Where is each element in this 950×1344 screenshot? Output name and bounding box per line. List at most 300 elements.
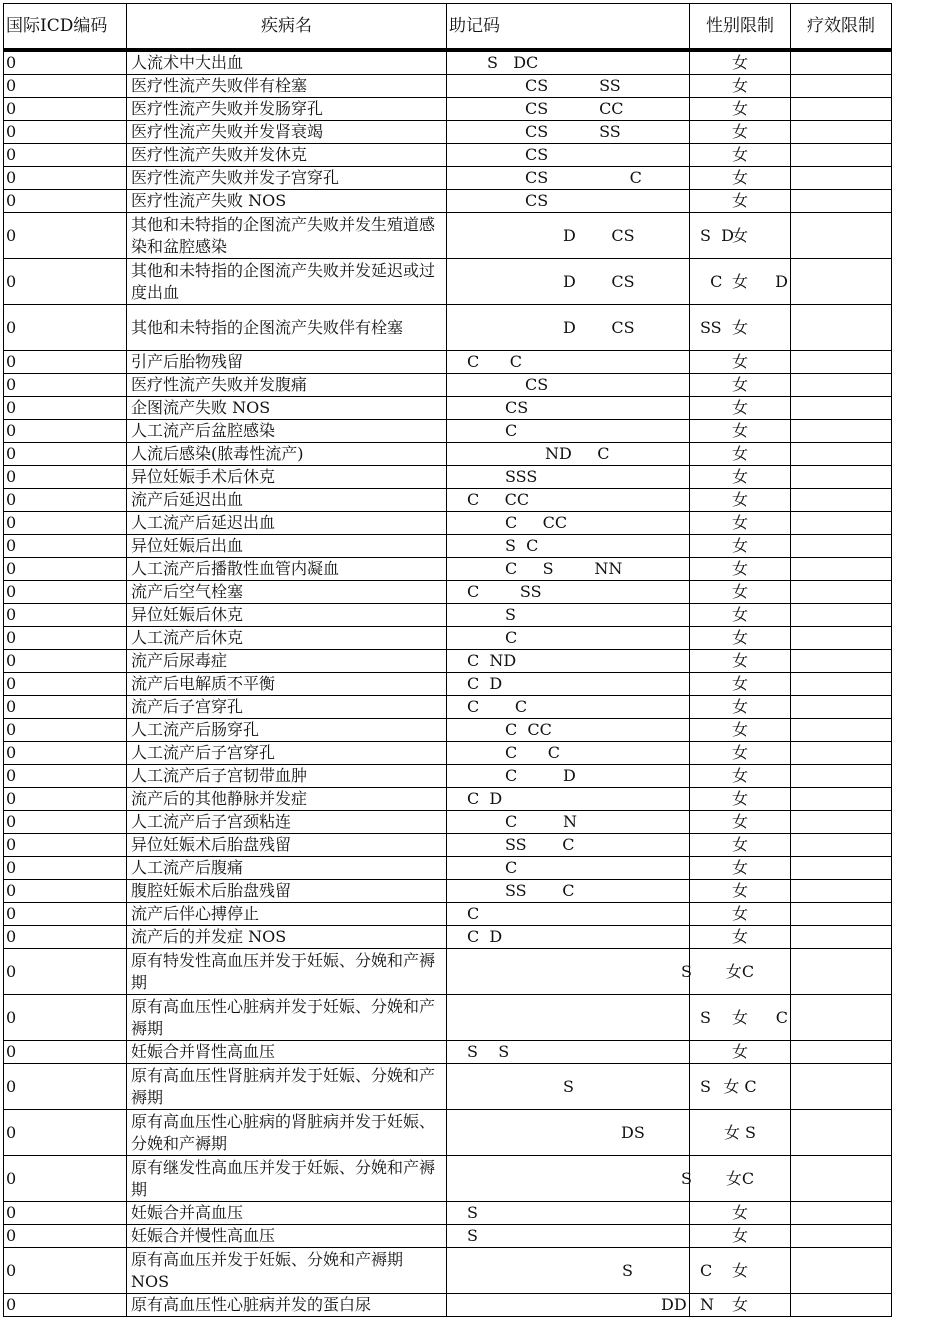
table-row: [4, 374, 892, 397]
mnemonic-text: S: [622, 1260, 633, 1280]
mnemonic-text: SSS: [505, 467, 538, 486]
gender-cell: [690, 765, 791, 788]
icd-code-cell: 0: [4, 397, 127, 420]
icd-code-cell: 0: [4, 443, 127, 466]
icd-code-cell: 0: [4, 857, 127, 880]
mnemonic-text: C C: [467, 352, 522, 371]
icd-code-cell: 0: [4, 489, 127, 512]
table-row: [4, 144, 892, 167]
mnemonic-cell: [447, 719, 690, 742]
disease-name-cell: 其他和未特指的企图流产失败并发生殖道感染和盆腔感染: [127, 213, 447, 259]
gender-cell: [690, 834, 791, 857]
gender-value: 女 S: [723, 1122, 757, 1142]
disease-name-cell: 医疗性流产失败 NOS: [127, 190, 447, 213]
gender-value: 女: [731, 720, 748, 739]
gender-cell: [690, 1202, 791, 1225]
mnemonic-cell: [447, 512, 690, 535]
disease-name-cell: 其他和未特指的企图流产失败并发延迟或过度出血: [127, 259, 447, 305]
mnemonic-text: C: [505, 858, 518, 877]
efficacy-cell: [791, 1156, 892, 1202]
gender-cell: [690, 167, 791, 190]
disease-name-cell: 企图流产失败 NOS: [127, 397, 447, 420]
table-row: [4, 535, 892, 558]
mnemonic-text: D CS: [563, 225, 635, 245]
table-row: [4, 305, 892, 351]
gender-cell: [690, 949, 791, 995]
icd-code-cell: 0: [4, 98, 127, 121]
efficacy-cell: [791, 581, 892, 604]
efficacy-cell: [791, 1225, 892, 1248]
icd-code-cell: 0: [4, 1064, 127, 1110]
table-row: [4, 696, 892, 719]
gender-value: 女: [731, 789, 748, 808]
table-row: [4, 466, 892, 489]
efficacy-cell: [791, 305, 892, 351]
disease-name-cell: 流产后的并发症 NOS: [127, 926, 447, 949]
icd-code-cell: 0: [4, 535, 127, 558]
gender-prefix: SS: [700, 317, 722, 337]
mnemonic-text: S C: [505, 536, 539, 555]
disease-name-cell: 异位妊娠手术后休克: [127, 466, 447, 489]
mnemonic-text: D CS: [563, 317, 635, 337]
disease-name-cell: 人工流产后子宫颈粘连: [127, 811, 447, 834]
efficacy-cell: [791, 604, 892, 627]
mnemonic-cell: [447, 466, 690, 489]
efficacy-cell: [791, 1202, 892, 1225]
mnemonic-cell: [447, 1041, 690, 1064]
gender-value: 女: [731, 398, 748, 417]
mnemonic-cell: [447, 581, 690, 604]
disease-name-cell: 人工流产后延迟出血: [127, 512, 447, 535]
gender-cell: [690, 696, 791, 719]
efficacy-cell: [791, 75, 892, 98]
mnemonic-cell: [447, 627, 690, 650]
efficacy-cell: [791, 742, 892, 765]
gender-value: 女: [731, 1042, 748, 1061]
gender-value: 女: [731, 1260, 748, 1280]
mnemonic-text: C C: [505, 743, 560, 762]
efficacy-cell: [791, 926, 892, 949]
gender-value: 女: [731, 835, 748, 854]
mnemonic-cell: [447, 1156, 690, 1202]
efficacy-cell: [791, 788, 892, 811]
table-row: [4, 811, 892, 834]
disease-name-cell: 妊娠合并高血压: [127, 1202, 447, 1225]
mnemonic-cell: [447, 420, 690, 443]
disease-name-cell: 引产后胎物残留: [127, 351, 447, 374]
efficacy-cell: [791, 673, 892, 696]
gender-cell: [690, 650, 791, 673]
disease-name-cell: 异位妊娠后休克: [127, 604, 447, 627]
table-row: [4, 420, 892, 443]
mnemonic-cell: [447, 696, 690, 719]
mnemonic-text: CS C: [525, 168, 642, 187]
icd-code-cell: 0: [4, 581, 127, 604]
gender-cell: [690, 1064, 791, 1110]
gender-prefix: S: [700, 1076, 711, 1096]
gender-cell: [690, 121, 791, 144]
mnemonic-cell: [447, 443, 690, 466]
gender-cell: [690, 926, 791, 949]
mnemonic-text: C S NN: [505, 559, 623, 578]
icd-code-cell: 0: [4, 673, 127, 696]
gender-prefix: S: [700, 1007, 711, 1027]
disease-name-cell: 妊娠合并肾性高血压: [127, 1041, 447, 1064]
efficacy-cell: [791, 1041, 892, 1064]
mnemonic-cell: [447, 926, 690, 949]
mnemonic-text: CS SS: [525, 76, 621, 95]
gender-value: 女: [731, 76, 748, 95]
disease-name-cell: 医疗性流产失败并发子宫穿孔: [127, 167, 447, 190]
gender-value: 女: [731, 858, 748, 877]
efficacy-cell: [791, 627, 892, 650]
mnemonic-cell: [447, 811, 690, 834]
mnemonic-cell: [447, 1064, 690, 1110]
mnemonic-cell: [447, 995, 690, 1041]
icd-code-cell: 0: [4, 512, 127, 535]
disease-name-cell: 原有高血压性心脏病并发于妊娠、分娩和产褥期: [127, 995, 447, 1041]
efficacy-cell: [791, 98, 892, 121]
icd-code-cell: 0: [4, 420, 127, 443]
mnemonic-text: C D: [467, 674, 503, 693]
mnemonic-cell: [447, 1110, 690, 1156]
gender-value: 女C: [725, 1168, 755, 1188]
mnemonic-text: S: [505, 605, 516, 624]
disease-name-cell: 人工流产后播散性血管内凝血: [127, 558, 447, 581]
gender-cell: [690, 1041, 791, 1064]
gender-cell: [690, 535, 791, 558]
mnemonic-text: C D: [467, 789, 503, 808]
gender-cell: [690, 995, 791, 1041]
gender-cell: [690, 466, 791, 489]
header-efficacy: 疗效限制: [791, 4, 892, 51]
icd-code-cell: 0: [4, 834, 127, 857]
disease-name-cell: 人工流产后子宫穿孔: [127, 742, 447, 765]
mnemonic-cell: [447, 489, 690, 512]
disease-name-cell: 医疗性流产失败并发腹痛: [127, 374, 447, 397]
icd-code-cell: 0: [4, 351, 127, 374]
efficacy-cell: [791, 696, 892, 719]
mnemonic-cell: [447, 121, 690, 144]
gender-value: 女: [731, 1203, 748, 1222]
gender-cell: [690, 144, 791, 167]
gender-value: 女: [731, 490, 748, 509]
gender-cell: [690, 857, 791, 880]
gender-value: 女: [731, 927, 748, 946]
efficacy-cell: [791, 213, 892, 259]
table-row: [4, 650, 892, 673]
efficacy-cell: [791, 190, 892, 213]
disease-name-cell: 流产后空气栓塞: [127, 581, 447, 604]
mnemonic-text: S: [681, 961, 692, 981]
disease-name-cell: 异位妊娠术后胎盘残留: [127, 834, 447, 857]
header-row: [4, 4, 892, 51]
mnemonic-text: CS: [525, 375, 549, 394]
disease-name-cell: 原有高血压性心脏病并发的蛋白尿: [127, 1294, 447, 1317]
icd-code-cell: 0: [4, 466, 127, 489]
icd-code-cell: 0: [4, 305, 127, 351]
mnemonic-text: DD: [661, 1295, 687, 1314]
table-row: [4, 926, 892, 949]
efficacy-cell: [791, 443, 892, 466]
gender-cell: [690, 75, 791, 98]
icd-code-cell: 0: [4, 167, 127, 190]
disease-name-cell: 人流术中大出血: [127, 50, 447, 75]
table-row: [4, 995, 892, 1041]
mnemonic-cell: [447, 1225, 690, 1248]
icd-code-cell: 0: [4, 75, 127, 98]
mnemonic-text: C D: [505, 766, 576, 785]
icd-code-cell: 0: [4, 788, 127, 811]
mnemonic-cell: [447, 834, 690, 857]
gender-suffix: D: [775, 271, 788, 291]
table-row: [4, 1156, 892, 1202]
efficacy-cell: [791, 351, 892, 374]
mnemonic-cell: [447, 949, 690, 995]
mnemonic-text: S DC: [487, 53, 539, 72]
disease-name-cell: 原有特发性高血压并发于妊娠、分娩和产褥期: [127, 949, 447, 995]
gender-cell: [690, 98, 791, 121]
mnemonic-text: SS C: [505, 835, 575, 854]
efficacy-cell: [791, 489, 892, 512]
gender-prefix: N: [700, 1295, 714, 1314]
mnemonic-text: C: [467, 904, 480, 923]
disease-name-cell: 其他和未特指的企图流产失败伴有栓塞: [127, 305, 447, 351]
disease-name-cell: 人工流产后休克: [127, 627, 447, 650]
gender-cell: [690, 1225, 791, 1248]
table-row: [4, 558, 892, 581]
table-row: [4, 834, 892, 857]
table-row: [4, 121, 892, 144]
table-row: [4, 949, 892, 995]
mnemonic-cell: [447, 144, 690, 167]
icd-code-cell: 0: [4, 259, 127, 305]
disease-name-cell: 流产后子宫穿孔: [127, 696, 447, 719]
icd-code-cell: 0: [4, 1248, 127, 1294]
icd-code-cell: 0: [4, 765, 127, 788]
icd-code-cell: 0: [4, 880, 127, 903]
mnemonic-cell: [447, 213, 690, 259]
table-row: [4, 167, 892, 190]
icd-code-cell: 0: [4, 926, 127, 949]
table-row: [4, 673, 892, 696]
table-row: [4, 1110, 892, 1156]
efficacy-cell: [791, 420, 892, 443]
gender-value: 女: [731, 191, 748, 210]
table-row: [4, 719, 892, 742]
gender-cell: [690, 581, 791, 604]
efficacy-cell: [791, 1110, 892, 1156]
efficacy-cell: [791, 397, 892, 420]
gender-cell: [690, 811, 791, 834]
mnemonic-cell: [447, 50, 690, 75]
disease-name-cell: 人工流产后子宫韧带血肿: [127, 765, 447, 788]
mnemonic-text: SS C: [505, 881, 575, 900]
mnemonic-text: CS: [505, 398, 529, 417]
mnemonic-cell: [447, 788, 690, 811]
gender-value: 女: [731, 536, 748, 555]
mnemonic-cell: [447, 673, 690, 696]
table-row: [4, 627, 892, 650]
table-row: [4, 98, 892, 121]
table-row: [4, 1041, 892, 1064]
mnemonic-cell: [447, 190, 690, 213]
header-name: 疾病名: [127, 4, 447, 51]
icd-code-cell: 0: [4, 995, 127, 1041]
mnemonic-cell: [447, 351, 690, 374]
icd-code-cell: 0: [4, 558, 127, 581]
mnemonic-cell: [447, 558, 690, 581]
gender-cell: [690, 190, 791, 213]
mnemonic-cell: [447, 880, 690, 903]
gender-value: 女: [731, 421, 748, 440]
disease-name-cell: 腹腔妊娠术后胎盘残留: [127, 880, 447, 903]
gender-cell: [690, 259, 791, 305]
efficacy-cell: [791, 857, 892, 880]
gender-cell: [690, 1248, 791, 1294]
gender-value: 女: [731, 168, 748, 187]
mnemonic-cell: [447, 305, 690, 351]
gender-value: 女: [731, 352, 748, 371]
gender-value: 女: [731, 53, 748, 72]
mnemonic-text: CS: [525, 145, 549, 164]
efficacy-cell: [791, 144, 892, 167]
gender-value: 女: [731, 317, 748, 337]
gender-cell: [690, 512, 791, 535]
gender-cell: [690, 397, 791, 420]
mnemonic-cell: [447, 259, 690, 305]
mnemonic-cell: [447, 75, 690, 98]
gender-cell: [690, 50, 791, 75]
gender-cell: [690, 420, 791, 443]
efficacy-cell: [791, 374, 892, 397]
gender-suffix: C: [775, 1007, 788, 1027]
gender-value: 女: [731, 1295, 748, 1314]
mnemonic-text: C SS: [467, 582, 542, 601]
icd-code-cell: 0: [4, 1041, 127, 1064]
efficacy-cell: [791, 949, 892, 995]
disease-name-cell: 妊娠合并慢性高血压: [127, 1225, 447, 1248]
efficacy-cell: [791, 50, 892, 75]
efficacy-cell: [791, 719, 892, 742]
gender-cell: [690, 627, 791, 650]
gender-cell: [690, 788, 791, 811]
mnemonic-text: D CS: [563, 271, 635, 291]
efficacy-cell: [791, 1064, 892, 1110]
table-row: [4, 443, 892, 466]
icd-code-cell: 0: [4, 811, 127, 834]
table-row: [4, 75, 892, 98]
table-row: [4, 190, 892, 213]
disease-name-cell: 流产后伴心搏停止: [127, 903, 447, 926]
mnemonic-text: S: [467, 1203, 478, 1222]
gender-cell: [690, 489, 791, 512]
icd-code-cell: 0: [4, 627, 127, 650]
gender-cell: [690, 351, 791, 374]
mnemonic-cell: [447, 765, 690, 788]
efficacy-cell: [791, 650, 892, 673]
disease-name-cell: 异位妊娠后出血: [127, 535, 447, 558]
gender-value: 女 C: [723, 1076, 757, 1096]
efficacy-cell: [791, 903, 892, 926]
table-row: [4, 259, 892, 305]
disease-name-cell: 原有继发性高血压并发于妊娠、分娩和产褥期: [127, 1156, 447, 1202]
mnemonic-cell: [447, 397, 690, 420]
gender-value: 女: [731, 812, 748, 831]
gender-cell: [690, 558, 791, 581]
disease-name-cell: 原有高血压性心脏病的肾脏病并发于妊娠、分娩和产褥期: [127, 1110, 447, 1156]
mnemonic-cell: [447, 604, 690, 627]
icd-code-cell: 0: [4, 213, 127, 259]
mnemonic-cell: [447, 742, 690, 765]
mnemonic-text: C N: [505, 812, 578, 831]
gender-prefix: C: [700, 1260, 713, 1280]
gender-value: 女C: [725, 961, 755, 981]
mnemonic-cell: [447, 167, 690, 190]
table-row: [4, 604, 892, 627]
gender-cell: [690, 880, 791, 903]
mnemonic-text: DS: [621, 1122, 645, 1142]
gender-cell: [690, 374, 791, 397]
gender-value: 女: [731, 1226, 748, 1245]
header-gender: 性别限制: [690, 4, 791, 51]
gender-value: 女: [731, 697, 748, 716]
icd-code-cell: 0: [4, 144, 127, 167]
icd-code-cell: 0: [4, 903, 127, 926]
mnemonic-cell: [447, 1202, 690, 1225]
mnemonic-text: S: [681, 1168, 692, 1188]
gender-value: 女: [731, 605, 748, 624]
mnemonic-text: ND C: [545, 444, 610, 463]
gender-cell: [690, 742, 791, 765]
table-row: [4, 1225, 892, 1248]
efficacy-cell: [791, 880, 892, 903]
gender-value: 女: [731, 582, 748, 601]
mnemonic-text: CS SS: [525, 122, 621, 141]
mnemonic-text: S S: [467, 1042, 510, 1061]
icd-code-cell: 0: [4, 696, 127, 719]
icd-code-cell: 0: [4, 1294, 127, 1317]
mnemonic-text: CS CC: [525, 99, 624, 118]
disease-name-cell: 人工流产后肠穿孔: [127, 719, 447, 742]
gender-value: 女: [731, 559, 748, 578]
mnemonic-cell: [447, 903, 690, 926]
gender-cell: [690, 604, 791, 627]
mnemonic-text: C: [505, 421, 518, 440]
gender-value: 女: [731, 99, 748, 118]
mnemonic-text: S: [563, 1076, 574, 1096]
table-row: [4, 788, 892, 811]
efficacy-cell: [791, 834, 892, 857]
mnemonic-cell: [447, 1294, 690, 1317]
icd-code-cell: 0: [4, 1202, 127, 1225]
mnemonic-text: C C: [467, 697, 528, 716]
mnemonic-text: C: [505, 628, 518, 647]
gender-value: 女: [731, 743, 748, 762]
icd-code-cell: 0: [4, 604, 127, 627]
icd-code-cell: 0: [4, 190, 127, 213]
efficacy-cell: [791, 995, 892, 1041]
table-row: [4, 903, 892, 926]
disease-name-cell: 医疗性流产失败并发肾衰竭: [127, 121, 447, 144]
table-row: [4, 581, 892, 604]
mnemonic-cell: [447, 857, 690, 880]
gender-value: 女: [731, 225, 748, 245]
table-row: [4, 1294, 892, 1317]
table-row: [4, 489, 892, 512]
efficacy-cell: [791, 512, 892, 535]
gender-value: 女: [731, 467, 748, 486]
